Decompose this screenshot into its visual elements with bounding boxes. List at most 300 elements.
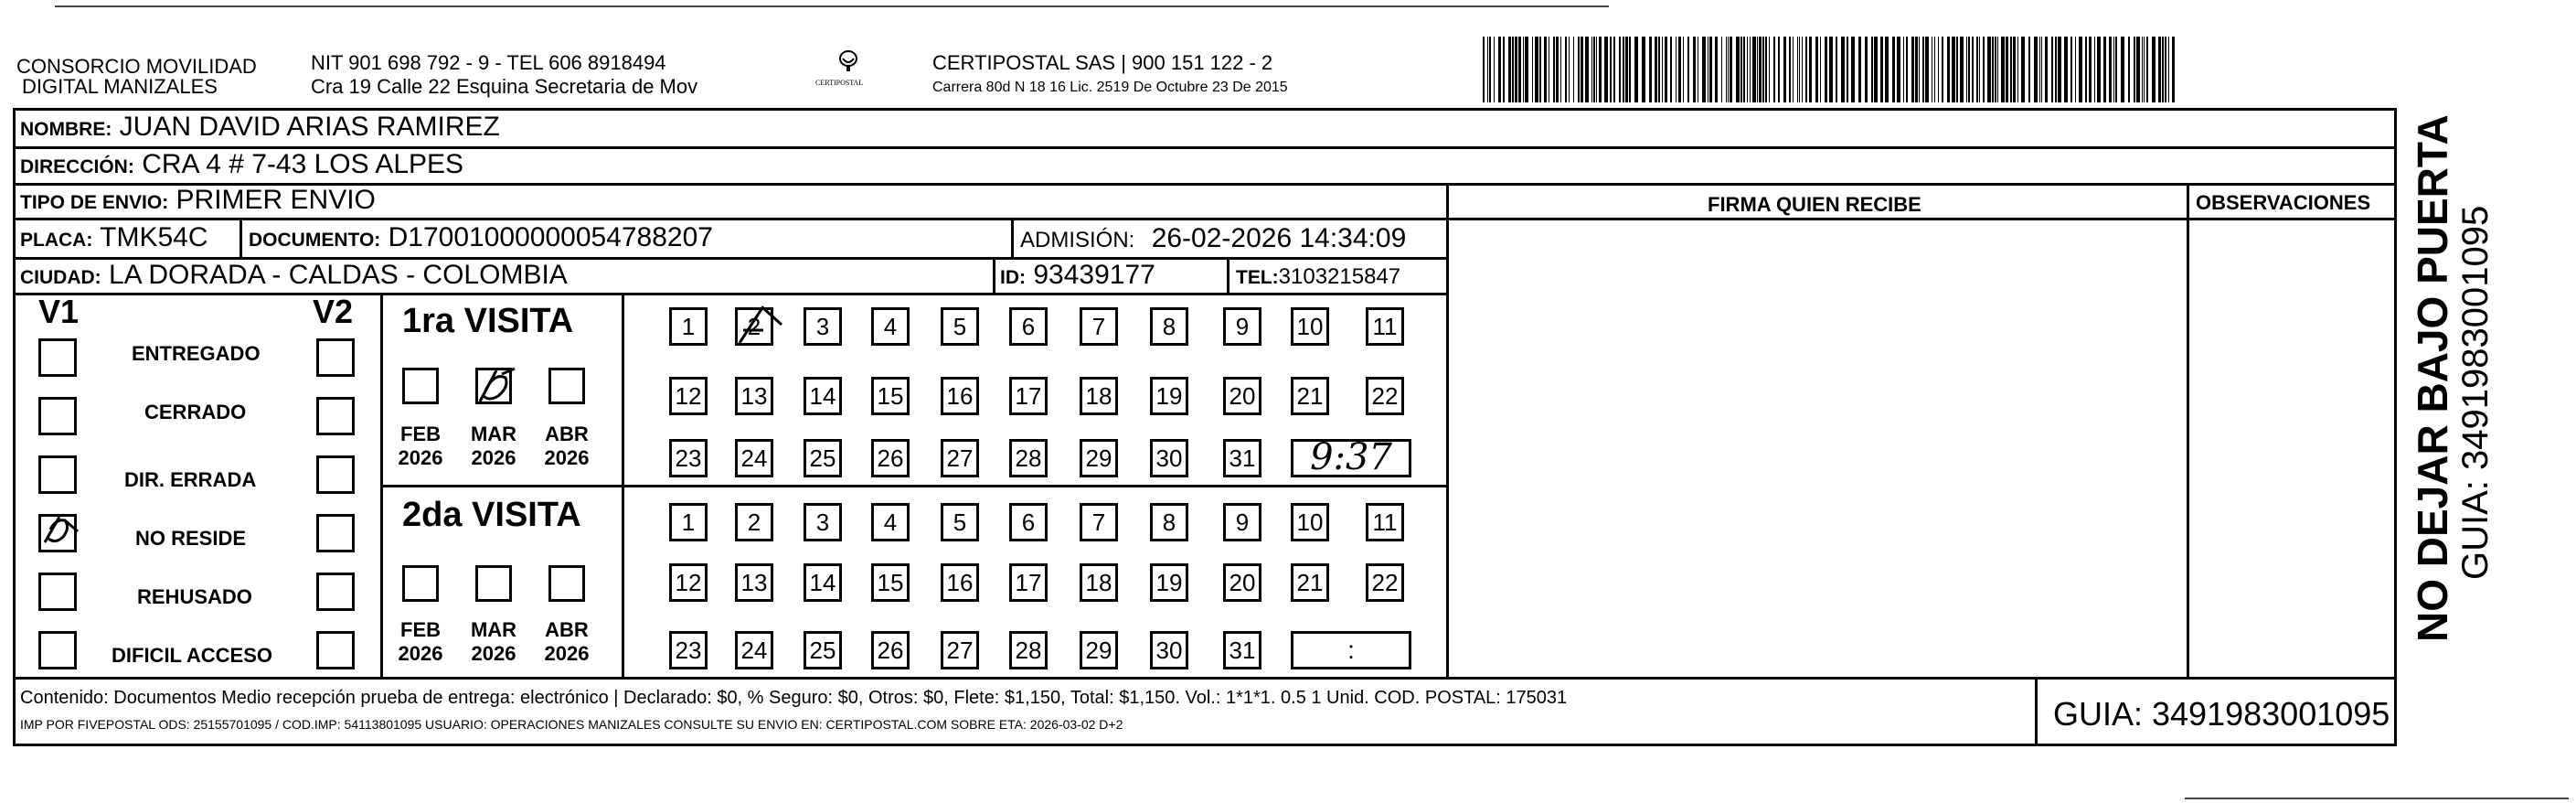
barcode-bar [1512, 37, 1514, 102]
v2-checkbox[interactable] [316, 573, 355, 611]
barcode-bar [1726, 37, 1727, 102]
day-number: 30 [1155, 637, 1183, 664]
day-number: 7 [1091, 313, 1106, 340]
barcode-bar [2165, 37, 2166, 102]
visit2-day-box[interactable] [1366, 563, 1404, 602]
day-number: 31 [1229, 637, 1256, 664]
barcode-bar [1809, 37, 1812, 102]
barcode-bar [2113, 37, 2114, 102]
direccion-row [20, 149, 463, 183]
id-value: 93439177 [1033, 260, 1155, 290]
barcode-bar [1539, 37, 1541, 102]
barcode-bar [2115, 37, 2117, 102]
visit1-month-checkbox[interactable] [402, 368, 439, 404]
footer-guia: GUIA: 3491983001095 [2053, 695, 2390, 733]
visit2-month-label [466, 618, 521, 666]
status-option-label: DIR. ERRADA [124, 468, 257, 491]
visit2-day-box[interactable] [1150, 503, 1188, 541]
visit1-day-box[interactable] [1150, 307, 1188, 346]
tipo-envio-row [20, 185, 376, 219]
barcode-bar [1783, 37, 1786, 102]
day-number: 12 [675, 382, 702, 410]
day-number: 25 [809, 637, 836, 664]
barcode-bar [2097, 37, 2101, 102]
barcode-bar [1518, 37, 1521, 102]
day-number: 3 [815, 313, 830, 340]
barcode-bar [2121, 37, 2124, 102]
barcode-bar [1565, 37, 1567, 102]
day-number: 5 [953, 509, 967, 536]
visit1-day-box[interactable] [871, 307, 910, 346]
visit1-day-box[interactable] [735, 307, 773, 346]
day-number: 13 [740, 569, 768, 596]
visit2-day-box[interactable] [1223, 563, 1261, 602]
visit1-day-box[interactable] [941, 307, 979, 346]
barcode-bar [1880, 37, 1883, 102]
day-number: 27 [946, 444, 974, 472]
barcode-bar [2158, 37, 2161, 102]
month-year: 2026 [398, 642, 443, 665]
barcode-bar [2142, 37, 2143, 102]
day-number: 14 [809, 569, 836, 596]
barcode-bar [1508, 37, 1511, 102]
side-guia: GUIA: 3491983001095 [2455, 205, 2496, 580]
visit2-day-box[interactable] [1080, 503, 1118, 541]
footer-contenido: Contenido: Documentos Medio recepción prueba de entrega: electrónico | Declarado: $0, % Seguro: $0, Otros: $0, Flete: $1,150, Total: $1,150. Vol.: 1*1*1. 0.5 1 Unid. COD. POSTAL: 175031 [20, 688, 1568, 708]
visit1-day-box[interactable] [804, 307, 842, 346]
visit1-day-box[interactable] [669, 307, 708, 346]
barcode-bar [1759, 37, 1762, 102]
scan-edge-line-bottom [2185, 798, 2569, 799]
courier-license: Carrera 80d N 18 16 Lic. 2519 De Octubre 23 De 2015 [932, 80, 1288, 95]
visit2-day-box[interactable] [735, 503, 773, 541]
ciudad-row [20, 260, 568, 294]
barcode-bar [2055, 37, 2057, 102]
v1-checkbox[interactable] [38, 573, 77, 611]
visit1-day-box[interactable] [1080, 377, 1118, 415]
visit1-day-box[interactable] [941, 377, 979, 415]
barcode-bar [1599, 37, 1602, 102]
visit1-day-box[interactable] [1080, 307, 1118, 346]
placa-row [20, 222, 208, 256]
barcode-bar [1743, 37, 1745, 102]
barcode-bar [1715, 37, 1718, 102]
barcode-bar [1532, 37, 1533, 102]
day-number: 3 [815, 509, 830, 536]
check-mark-icon [474, 365, 520, 407]
barcode-bar [2034, 37, 2038, 102]
barcode-bar [1829, 37, 1833, 102]
visit2-day-box[interactable] [1223, 631, 1261, 669]
v2-checkbox[interactable] [316, 397, 355, 435]
month-name: ABR [545, 423, 589, 445]
barcode-bar [1683, 37, 1684, 102]
barcode-bar [1778, 37, 1780, 102]
barcode-bar [2162, 37, 2164, 102]
day-number: 21 [1296, 382, 1324, 410]
barcode-bar [2041, 37, 2042, 102]
id-label: ID: [1000, 267, 1026, 288]
documento-value: D17001000000054788207 [388, 222, 713, 252]
day-number: 22 [1371, 569, 1399, 596]
visit1-day-box[interactable] [804, 439, 842, 477]
barcode-bar [1678, 37, 1681, 102]
month-name: ABR [545, 618, 589, 641]
visit2-day-box[interactable] [669, 563, 708, 602]
firma-header: FIRMA QUIEN RECIBE [1708, 193, 1921, 216]
barcode [1483, 37, 2179, 102]
day-number: 16 [946, 382, 974, 410]
day-number: 26 [877, 637, 904, 664]
barcode-bar [1569, 37, 1570, 102]
day-number: 6 [1021, 313, 1036, 340]
visit1-title: 1ra VISITA [402, 302, 574, 340]
v2-checkbox[interactable] [316, 338, 355, 377]
visit2-day-box[interactable] [1150, 631, 1188, 669]
visit1-day-box[interactable] [1223, 377, 1261, 415]
day-number: 20 [1229, 569, 1256, 596]
barcode-bar [1802, 37, 1803, 102]
visit2-day-box[interactable] [871, 631, 910, 669]
visit1-day-box[interactable] [669, 377, 708, 415]
barcode-bar [1757, 37, 1758, 102]
nombre-value: JUAN DAVID ARIAS RAMIREZ [119, 112, 500, 142]
visit1-day-box[interactable] [941, 439, 979, 477]
status-option-label: ENTREGADO [132, 342, 261, 365]
guia-box-line [2035, 677, 2038, 746]
col-line [1227, 257, 1229, 294]
tel-value: 3103215847 [1278, 264, 1401, 289]
visit2-time-box[interactable]: : [1291, 631, 1411, 669]
day-number: 17 [1015, 569, 1042, 596]
visit2-day-box[interactable] [669, 631, 708, 669]
barcode-bar [1625, 37, 1628, 102]
visit1-month-label [466, 423, 521, 470]
barcode-bar [1956, 37, 1958, 102]
barcode-bar [1968, 37, 1970, 102]
visit2-day-box[interactable] [1150, 563, 1188, 602]
day-number: 2 [747, 509, 761, 536]
barcode-bar [2070, 37, 2072, 102]
month-year: 2026 [471, 642, 516, 665]
visit1-day-box[interactable] [1291, 377, 1329, 415]
barcode-bar [1995, 37, 1996, 102]
barcode-bar [1836, 37, 1837, 102]
month-year: 2026 [544, 446, 590, 469]
month-name: FEB [400, 618, 441, 641]
barcode-bar [2075, 37, 2076, 102]
admision-label: ADMISIÓN: [1020, 228, 1135, 252]
visit2-day-box[interactable] [804, 631, 842, 669]
barcode-bar [1747, 37, 1748, 102]
day-number: 23 [675, 637, 702, 664]
day-number: 13 [740, 382, 768, 410]
id-row [1000, 260, 1155, 294]
barcode-bar [1693, 37, 1696, 102]
barcode-bar [2136, 37, 2140, 102]
barcode-bar [2010, 37, 2012, 102]
barcode-bar [1797, 37, 1798, 102]
visit1-month-checkbox[interactable] [475, 368, 512, 404]
barcode-bar [1934, 37, 1935, 102]
visit2-month-checkbox[interactable] [548, 565, 585, 602]
barcode-bar [1906, 37, 1908, 102]
day-number: 15 [877, 569, 904, 596]
day-number: 6 [1021, 509, 1036, 536]
barcode-bar [2094, 37, 2095, 102]
v2-checkbox[interactable] [316, 514, 355, 552]
admision-row [1020, 223, 1406, 256]
barcode-bar [2168, 37, 2169, 102]
day-number: 19 [1155, 569, 1183, 596]
visit2-day-box[interactable] [804, 563, 842, 602]
visit2-day-box[interactable] [1366, 503, 1404, 541]
visit2-day-box[interactable] [941, 563, 979, 602]
barcode-bar [1702, 37, 1706, 102]
nombre-label: NOMBRE: [20, 119, 112, 140]
barcode-bar [1793, 37, 1794, 102]
barcode-bar [1525, 37, 1528, 102]
visit2-day-box[interactable] [735, 563, 773, 602]
day-number: 17 [1015, 382, 1042, 410]
day-number: 30 [1155, 444, 1183, 472]
month-year: 2026 [398, 446, 443, 469]
visit1-day-box[interactable] [1150, 439, 1188, 477]
visit1-day-box[interactable] [1080, 439, 1118, 477]
visit2-day-box[interactable] [1291, 563, 1329, 602]
visit1-day-box[interactable] [735, 377, 773, 415]
visit2-day-box[interactable] [941, 503, 979, 541]
v1-checkbox[interactable] [38, 631, 77, 669]
col-line [1011, 218, 1014, 258]
day-number: 12 [675, 569, 702, 596]
barcode-bar [1544, 37, 1547, 102]
barcode-bar [1623, 37, 1624, 102]
v2-checkbox[interactable] [316, 631, 355, 669]
direccion-value: CRA 4 # 7-43 LOS ALPES [142, 149, 464, 179]
barcode-bar [2152, 37, 2156, 102]
day-number: 11 [1372, 509, 1398, 536]
barcode-bar [1865, 37, 1868, 102]
visit2-day-box[interactable] [1009, 631, 1048, 669]
barcode-bar [1721, 37, 1722, 102]
visit1-day-box[interactable] [735, 439, 773, 477]
col-line [240, 218, 242, 258]
day-number: 11 [1372, 313, 1398, 340]
day-number: 2 [747, 313, 761, 340]
day-number: 26 [877, 444, 904, 472]
v2-checkbox[interactable] [316, 455, 355, 494]
barcode-bar [2064, 37, 2068, 102]
barcode-bar [1709, 37, 1712, 102]
barcode-bar [1515, 37, 1517, 102]
visit2-day-box[interactable] [1009, 563, 1048, 602]
visit1-month-checkbox[interactable] [548, 368, 585, 404]
status-option-label: CERRADO [144, 401, 247, 423]
barcode-bar [2045, 37, 2048, 102]
col-line [2187, 183, 2189, 677]
day-number: 19 [1155, 382, 1183, 410]
barcode-bar [1960, 37, 1964, 102]
day-number: 27 [946, 637, 974, 664]
barcode-bar [2001, 37, 2005, 102]
barcode-bar [1805, 37, 1807, 102]
barcode-bar [1789, 37, 1791, 102]
barcode-bar [1483, 37, 1485, 102]
month-year: 2026 [544, 642, 590, 665]
barcode-bar [2051, 37, 2053, 102]
visit1-day-box[interactable] [669, 439, 708, 477]
scan-edge-line [55, 5, 1609, 7]
visit2-day-box[interactable] [1291, 503, 1329, 541]
barcode-bar [1750, 37, 1751, 102]
barcode-bar [2089, 37, 2092, 102]
visit2-day-box[interactable] [871, 563, 910, 602]
visit1-day-box[interactable] [1009, 377, 1048, 415]
barcode-bar [1847, 37, 1848, 102]
visit2-month-label [539, 618, 594, 666]
check-mark-icon [39, 511, 94, 548]
visit2-day-box[interactable] [1080, 563, 1118, 602]
barcode-bar [2128, 37, 2130, 102]
barcode-bar [1523, 37, 1524, 102]
visit1-time-box[interactable]: 9:37 [1291, 439, 1411, 477]
barcode-bar [1851, 37, 1855, 102]
day-number: 7 [1091, 509, 1106, 536]
barcode-bar [1494, 37, 1495, 102]
visit2-day-box[interactable] [1009, 503, 1048, 541]
barcode-bar [1676, 37, 1677, 102]
visit2-day-box[interactable] [871, 503, 910, 541]
barcode-bar [1604, 37, 1608, 102]
day-number: 24 [740, 444, 768, 472]
visit1-day-box[interactable] [871, 377, 910, 415]
barcode-bar [1752, 37, 1756, 102]
visit1-day-box[interactable] [1291, 307, 1329, 346]
ciudad-value: LA DORADA - CALDAS - COLOMBIA [109, 260, 568, 290]
tipo-envio-label: TIPO DE ENVIO: [20, 192, 169, 213]
barcode-bar [1596, 37, 1597, 102]
barcode-bar [1498, 37, 1501, 102]
tipo-envio-value: PRIMER ENVIO [176, 185, 376, 215]
day-number: 1 [681, 313, 696, 340]
barcode-bar [1593, 37, 1595, 102]
barcode-bar [1487, 37, 1488, 102]
visit1-day-box[interactable] [871, 439, 910, 477]
tel-row [1236, 262, 1400, 294]
barcode-bar [2013, 37, 2016, 102]
month-year: 2026 [471, 446, 516, 469]
barcode-bar [2079, 37, 2082, 102]
barcode-bar [1947, 37, 1950, 102]
barcode-bar [1649, 37, 1652, 102]
barcode-bar [1825, 37, 1827, 102]
barcode-bar [1560, 37, 1561, 102]
barcode-bar [1535, 37, 1538, 102]
admision-value: 26-02-2026 14:34:09 [1151, 223, 1407, 253]
visit1-month-label [539, 423, 594, 470]
barcode-bar [1976, 37, 1978, 102]
day-number: 28 [1015, 444, 1042, 472]
barcode-bar [1553, 37, 1555, 102]
visit1-day-box[interactable] [1223, 307, 1261, 346]
day-number: 9 [1235, 313, 1250, 340]
v1-checkbox[interactable] [38, 397, 77, 435]
barcode-bar [1730, 37, 1732, 102]
v1-checkbox[interactable] [38, 514, 77, 552]
barcode-bar [2146, 37, 2148, 102]
barcode-bar [1925, 37, 1929, 102]
visit2-day-box[interactable] [1223, 503, 1261, 541]
barcode-bar [1736, 37, 1740, 102]
barcode-bar [1919, 37, 1920, 102]
sender-company-line1: CONSORCIO MOVILIDAD [16, 55, 257, 78]
barcode-bar [1613, 37, 1615, 102]
visit1-day-box[interactable] [1366, 307, 1404, 346]
barcode-bar [1670, 37, 1672, 102]
status-option-label: DIFICIL ACCESO [112, 644, 273, 667]
day-number: 28 [1015, 637, 1042, 664]
barcode-bar [1885, 37, 1889, 102]
courier-name-nit: CERTIPOSTAL SAS | 900 151 122 - 2 [932, 51, 1273, 74]
barcode-bar [1938, 37, 1939, 102]
visit2-day-box[interactable] [941, 631, 979, 669]
visit2-day-box[interactable] [1080, 631, 1118, 669]
v1-checkbox[interactable] [38, 338, 77, 377]
visit1-day-box[interactable] [1009, 307, 1048, 346]
visit1-day-box[interactable] [804, 377, 842, 415]
month-name: FEB [400, 423, 441, 445]
courier-logo [812, 48, 885, 93]
month-name: MAR [470, 423, 517, 445]
visit2-day-box[interactable] [804, 503, 842, 541]
barcode-bar [1665, 37, 1667, 102]
observaciones-header: OBSERVACIONES [2196, 191, 2371, 214]
barcode-bar [1591, 37, 1592, 102]
visit1-day-box[interactable] [1150, 377, 1188, 415]
month-name: MAR [470, 618, 517, 641]
day-number: 5 [953, 313, 967, 340]
day-number: 10 [1296, 313, 1324, 340]
sender-nit-tel: NIT 901 698 792 - 9 - TEL 606 8918494 [311, 51, 666, 74]
day-number: 31 [1229, 444, 1256, 472]
visit2-day-box[interactable] [735, 631, 773, 669]
visit2-month-checkbox[interactable] [475, 565, 512, 602]
barcode-bar [1573, 37, 1574, 102]
day-number: 8 [1162, 313, 1176, 340]
day-number: 29 [1085, 444, 1112, 472]
nombre-row [20, 112, 500, 145]
visit1-day-box[interactable] [1223, 439, 1261, 477]
visit1-day-box[interactable] [1366, 377, 1404, 415]
barcode-bar [2021, 37, 2025, 102]
v1-checkbox[interactable] [38, 455, 77, 494]
day-number: 25 [809, 444, 836, 472]
barcode-bar [1942, 37, 1943, 102]
barcode-bar [2144, 37, 2145, 102]
barcode-bar [1841, 37, 1845, 102]
barcode-bar [1992, 37, 1994, 102]
sender-address: Cra 19 Calle 22 Esquina Secretaria de Mov [311, 75, 698, 98]
barcode-bar [1911, 37, 1914, 102]
visit1-day-box[interactable] [1009, 439, 1048, 477]
col-line [1446, 183, 1449, 677]
documento-row [249, 222, 713, 256]
day-number: 8 [1162, 509, 1176, 536]
courier-logo-text: CERTIPOSTAL [815, 79, 864, 87]
visit2-day-box[interactable] [669, 503, 708, 541]
visit2-month-checkbox[interactable] [402, 565, 439, 602]
